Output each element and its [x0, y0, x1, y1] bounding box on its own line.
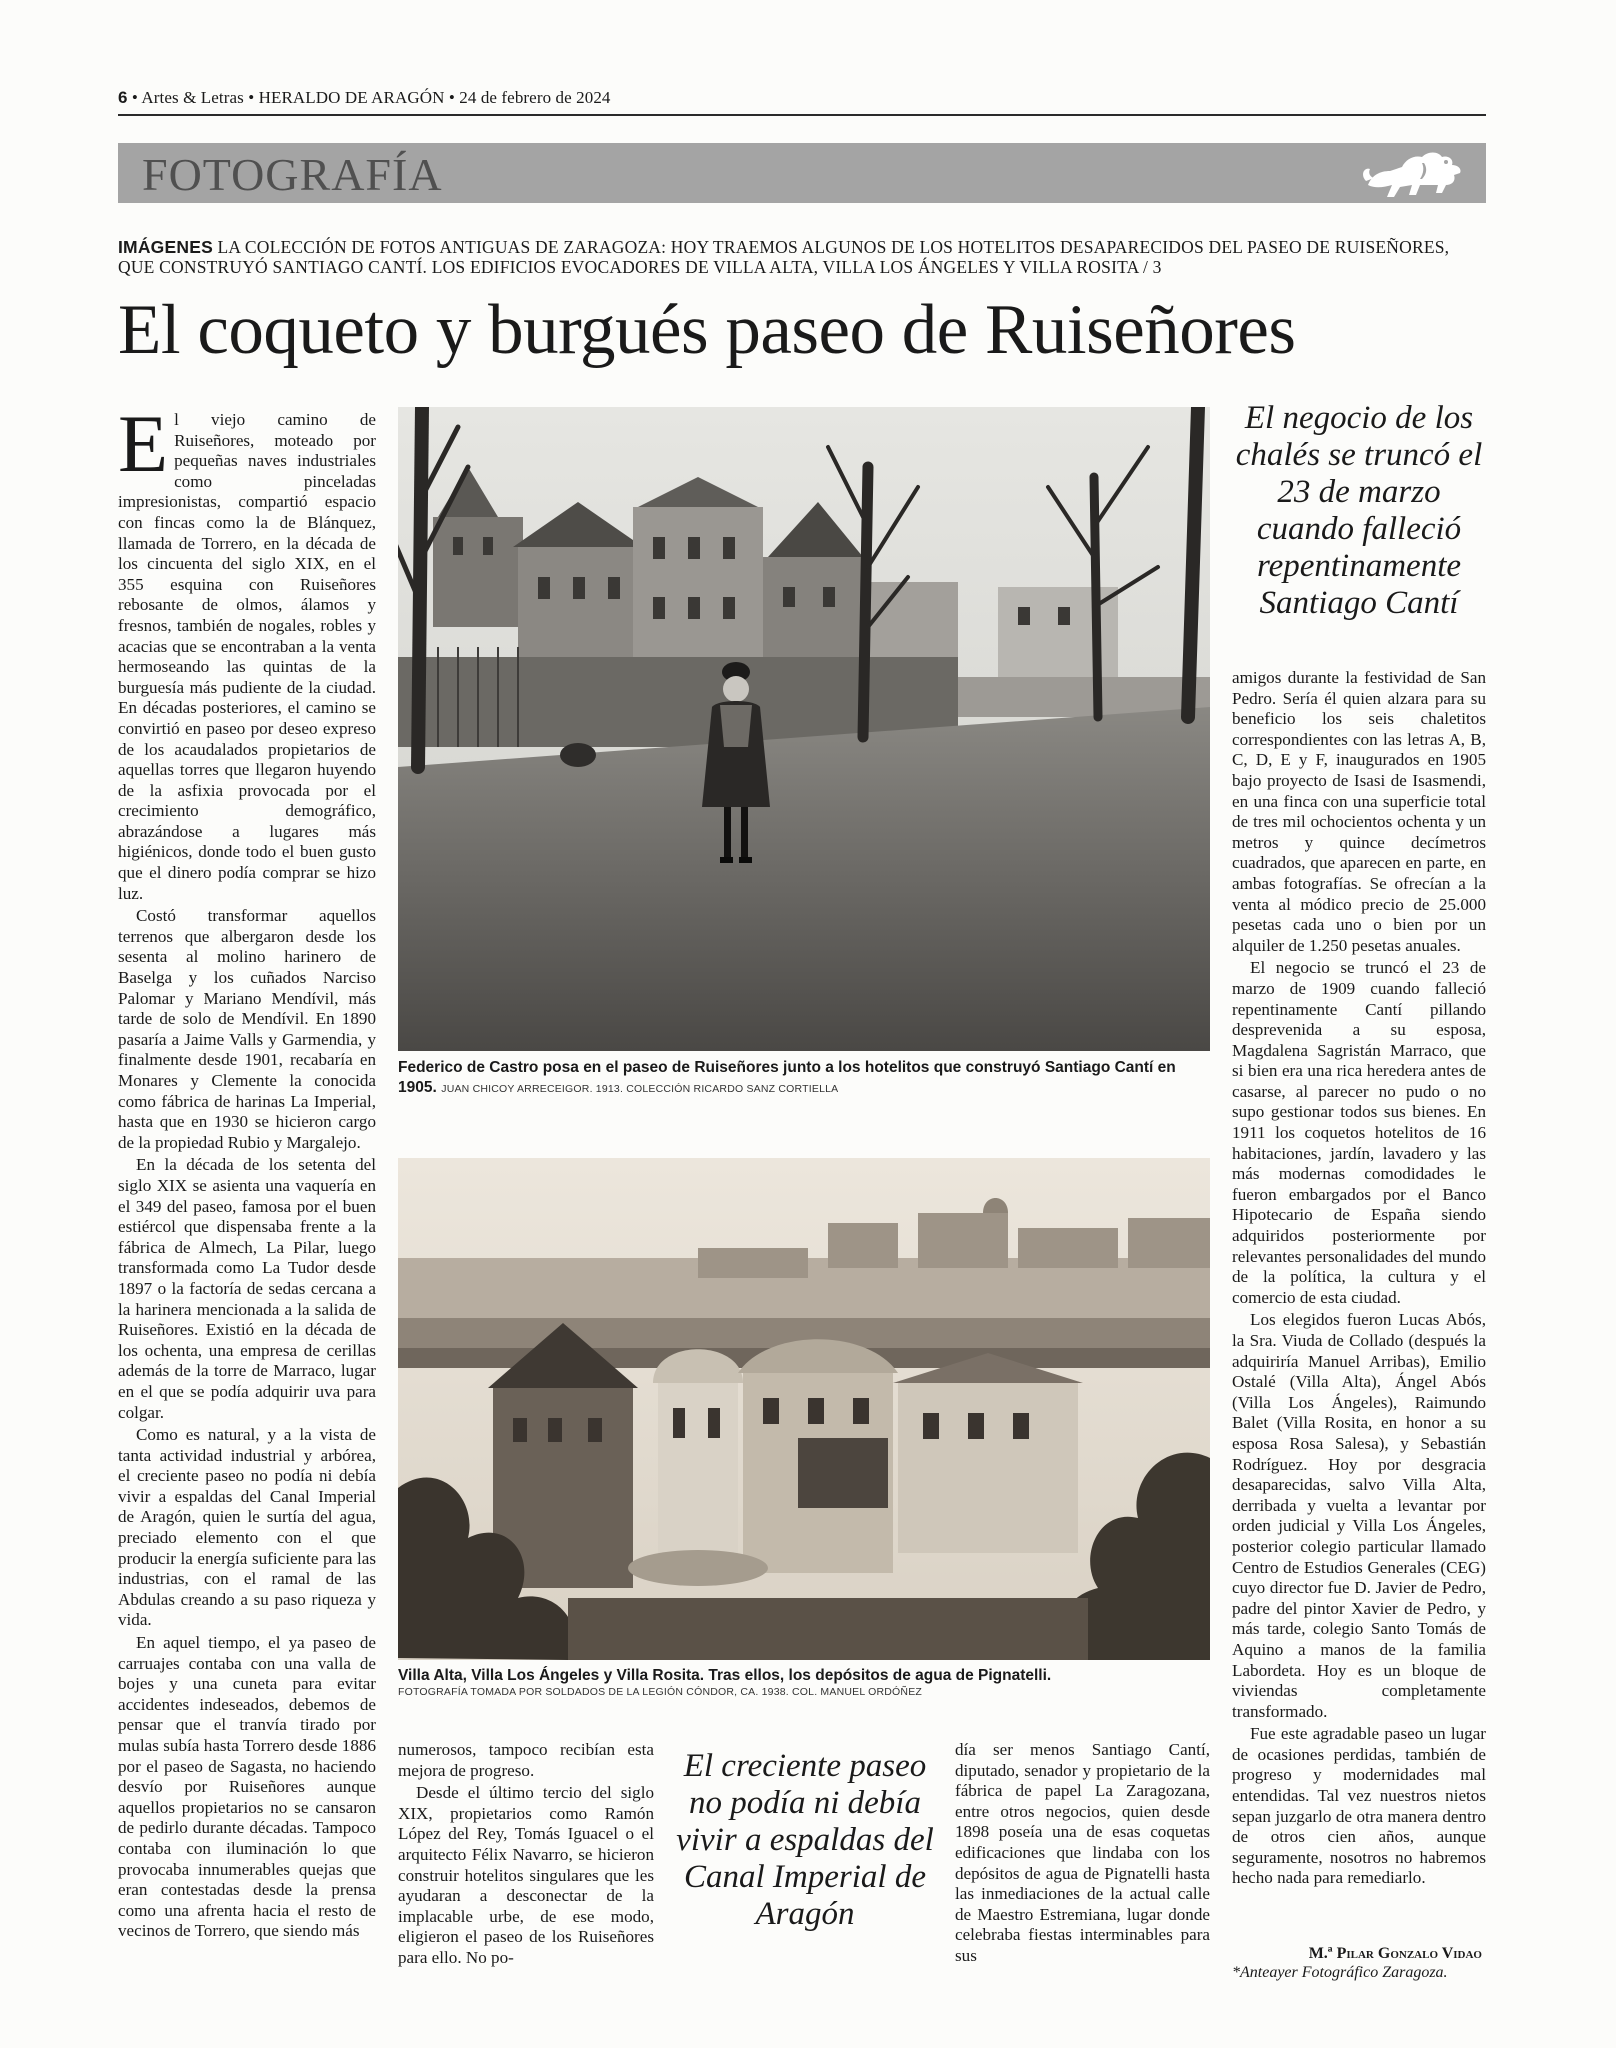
kicker: [118, 237, 1486, 277]
pullquote-bottom: El creciente paseo no podía ni debía vivir a espaldas del Canal Imperial de Aragón: [676, 1748, 934, 1932]
folio-separator: •: [248, 88, 255, 107]
body-paragraph: Costó transformar aquellos terrenos que albergaron desde los sesenta al molino harinero de Baselga y los cuñados Narciso Palomar y Mariano Mendívil, más tarde de solo de Mendívil. En 1890 pasaría a Jaime Valls y Garmendia, y finalmente desde 1901, recabaría en Monares y Clemente la conocida como fábrica de harinas La Imperial, hasta que en 1930 se hicieron cargo de la propiedad Rubio y Margalejo.: [118, 906, 376, 1152]
body-paragraph: El negocio se truncó el 23 de marzo de 1909 cuando falleció repentinamente Cantí pillando desprevenida a su esposa, Magdalena Sagristán Marraco, que si bien era una rica heredera antes de casarse, al parecer no pudo o no supo gestionar todos sus bienes. En 1911 los coquetos hotelitos de 16 habitaciones, jardín, lavadero y las más modernas comodidades le fueron embargados por el Banco Hipotecario de España siendo adquiridos posteriormente por relevantes personalidades del mundo de la política, la cultura y el comercio de esta ciudad.: [1232, 958, 1486, 1307]
body-paragraph: Fue este agradable paseo un lugar de ocasiones perdidas, también de progreso y modernidades mal entendidas. Tal vez nuestros nietos sepan juzgarlo de otra manera dentro de otros cien años, aunque seguramente, nosotros no habremos hecho nada para remediarlo.: [1232, 1724, 1486, 1888]
folio-separator: •: [448, 88, 455, 107]
folio-paper: HERALDO DE ARAGÓN: [258, 88, 445, 107]
body-column-3: [955, 1740, 1210, 1970]
section-band: [118, 143, 1486, 203]
body-paragraph: amigos durante la festividad de San Pedro. Sería él quien alzara para su beneficio los seis chaletitos correspondientes con las letras A, B, C, D, E y F, inaugurados en 1905 bajo proyecto de Isasi de Isasmendi, en una finca con una superficie total de tres mil ochocientos ochenta y un metros y quince decímetros cuadrados, que aparecen en parte, en ambas fotografías. Se ofrecían a la venta al módico precio de 25.000 pesetas cada uno o bien por un alquiler de 1.250 pesetas anuales.: [1232, 668, 1486, 955]
folio-date: 24 de febrero de 2024: [459, 88, 611, 107]
body-paragraph: Desde el último tercio del siglo XIX, propietarios como Ramón López del Rey, Tomás Iguacel o el arquitecto Félix Navarro, se hicieron construir hotelitos singulares que les ayudaran a desconectar de la implacable urbe, de ese modo, eligieron el paseo de los Ruiseñores para ello. No po-: [398, 1783, 654, 1967]
top-rule: [118, 114, 1486, 116]
photo-paseo-ruisenores: [398, 407, 1210, 1051]
body-paragraph: [118, 410, 376, 904]
body-column-1: [118, 410, 376, 1975]
drop-cap: E: [118, 410, 169, 489]
page-folio: [118, 88, 1486, 108]
photo-2-caption-text: Villa Alta, Villa Los Ángeles y Villa Rosita. Tras ellos, los depósitos de agua de Pignatelli.: [398, 1667, 1052, 1684]
page-number: 6: [118, 88, 128, 107]
photo-2-caption: [398, 1666, 1210, 1698]
body-paragraph: Los elegidos fueron Lucas Abós, la Sra. Viuda de Collado (después la adquiriría Manuel Arribas), Emilio Ostalé (Villa Alta), Ángel Abós (Villa Los Ángeles), Raimundo Balet (Villa Rosita, en honor a su esposa Rosa Salesa), y Sebastián Rodríguez. Hoy por desgracia desaparecidas, salvo Villa Alta, derribada y vuelta a levantar por orden judicial y Villa Los Ángeles, posterior colegio particular llamado Centro de Estudios Generales (CEG) cuyo director fue D. Javier de Pedro, padre del pintor Xavier de Pedro, y más tarde, colegio Santo Tomás de Aquino a manos de la familia Labordeta. Hoy es un bloque de viviendas completamente transformado.: [1232, 1310, 1486, 1721]
body-text: l viejo camino de Ruiseñores, moteado por pequeñas naves industriales como pinceladas impresionistas, compartió espacio con fincas como la de Blánquez, llamada de Torrero, en la década de los cincuenta del siglo XIX, en el 355 esquina con Ruiseñores rebosante de olmos, álamos y fresnos, también de nogales, robles y acacias que se encontraban a la venta hermoseando las quintas de la burguesía más pudiente de la ciudad. En décadas posteriores, el camino se convirtió en paseo por deseo expreso de los acaudalados propietarios de aquellas torres que llegaron huyendo de la asfixia provocada por el crecimiento demográfico, abrazándose a lugares más higiénicos, donde todo el buen gusto que el dinero podía comprar se hizo luz.: [118, 410, 376, 903]
headline: El coqueto y burgués paseo de Ruiseñores: [118, 291, 1296, 369]
folio-section: Artes & Letras: [141, 88, 244, 107]
author-affiliation: *Anteayer Fotográfico Zaragoza.: [1232, 1964, 1448, 1981]
photo-2-credit: FOTOGRAFÍA TOMADA POR SOLDADOS DE LA LEGIÓN CÓNDOR, CA. 1938. COL. MANUEL ORDÓÑEZ: [398, 1686, 923, 1698]
body-column-2: [398, 1740, 654, 1970]
kicker-text: LA COLECCIÓN DE FOTOS ANTIGUAS DE ZARAGOZA: HOY TRAEMOS ALGUNOS DE LOS HOTELITOS DESAPARECIDOS DEL PASEO DE RUISEÑORES, QUE CONSTRUYÓ SANTIAGO CANTÍ. LOS EDIFICIOS EVOCADORES DE VILLA ALTA, VILLA LOS ÁNGELES Y VILLA ROSITA / 3: [118, 237, 1450, 277]
body-paragraph: día ser menos Santiago Cantí, diputado, senador y propietario de la fábrica de papel La Zaragozana, entre otros negocios, quien desde 1898 poseía una de esas coquetas edificaciones que lindaba con los depósitos de agua de Pignatelli hasta las inmediaciones de la actual calle de Maestro Estremiana, lugar donde celebraba fiestas interminables para sus: [955, 1740, 1210, 1965]
body-paragraph: numerosos, tampoco recibían esta mejora de progreso.: [398, 1740, 654, 1780]
folio-separator: •: [131, 88, 138, 107]
photo-1-credit: JUAN CHICOY ARRECEIGOR. 1913. COLECCIÓN RICARDO SANZ CORTIELLA: [441, 1083, 839, 1095]
photo-1-caption-text: Federico de Castro posa en el paseo de Ruiseñores junto a los hotelitos que construyó Santiago Cantí en 1905.: [398, 1059, 1176, 1096]
author-name: M.ª Pilar Gonzalo Vidao: [1308, 1945, 1482, 1962]
body-paragraph: En aquel tiempo, el ya paseo de carruajes contaba con una valla de bojes y una cuneta para evitar accidentes indeseados, debemos de pensar que el tranvía tirado por mulas subía hasta Torrero desde 1886 por el paseo de Sagasta, no haciendo desvío por Ruiseñores aunque aquellos propietarios no se cansaron de pedirlo durante décadas. Tampoco contaba con iluminación lo que provocaba innumerables quejas que eran contestadas desde la prensa como una afrenta hacia el resto de vecinos de Torrero, que siendo más: [118, 1633, 376, 1941]
kicker-keyword: IMÁGENES: [118, 237, 213, 257]
lion-icon: [1362, 145, 1470, 201]
section-title: FOTOGRAFÍA: [142, 149, 443, 200]
body-paragraph: Como es natural, y a la vista de tanta actividad industrial y arbórea, el creciente paseo no podía ni debía vivir a espaldas del Canal Imperial de Aragón, quien le surtía del agua, preciado elemento con el que producir la energía suficiente para las industrias, con el ramal de las Abdulas creando a su paso riqueza y vida.: [118, 1425, 376, 1630]
author-signature: [1232, 1944, 1486, 1982]
body-paragraph: En la década de los setenta del siglo XIX se asienta una vaquería en el 349 del paseo, famosa por el buen estiércol que dispensaba frente a la fábrica de Almech, La Pilar, luego transformada como La Tudor desde 1897 o la factoría de sedas cercana a la harinera mencionada a la salida de Ruiseñores. Existió en la década de los ochenta, una empresa de cerillas además de la torre de Marraco, lugar en el que se podía adquirir uva para colgar.: [118, 1155, 376, 1422]
pullquote-top: El negocio de los chalés se truncó el 23 de marzo cuando falleció repentinamente Santiago Cantí: [1235, 400, 1483, 621]
photo-villas-image: [398, 1158, 1210, 1660]
photo-street-scene-image: [398, 407, 1210, 1051]
photo-1-caption: [398, 1058, 1210, 1098]
photo-villas: [398, 1158, 1210, 1660]
body-column-4: [1232, 668, 1486, 1938]
